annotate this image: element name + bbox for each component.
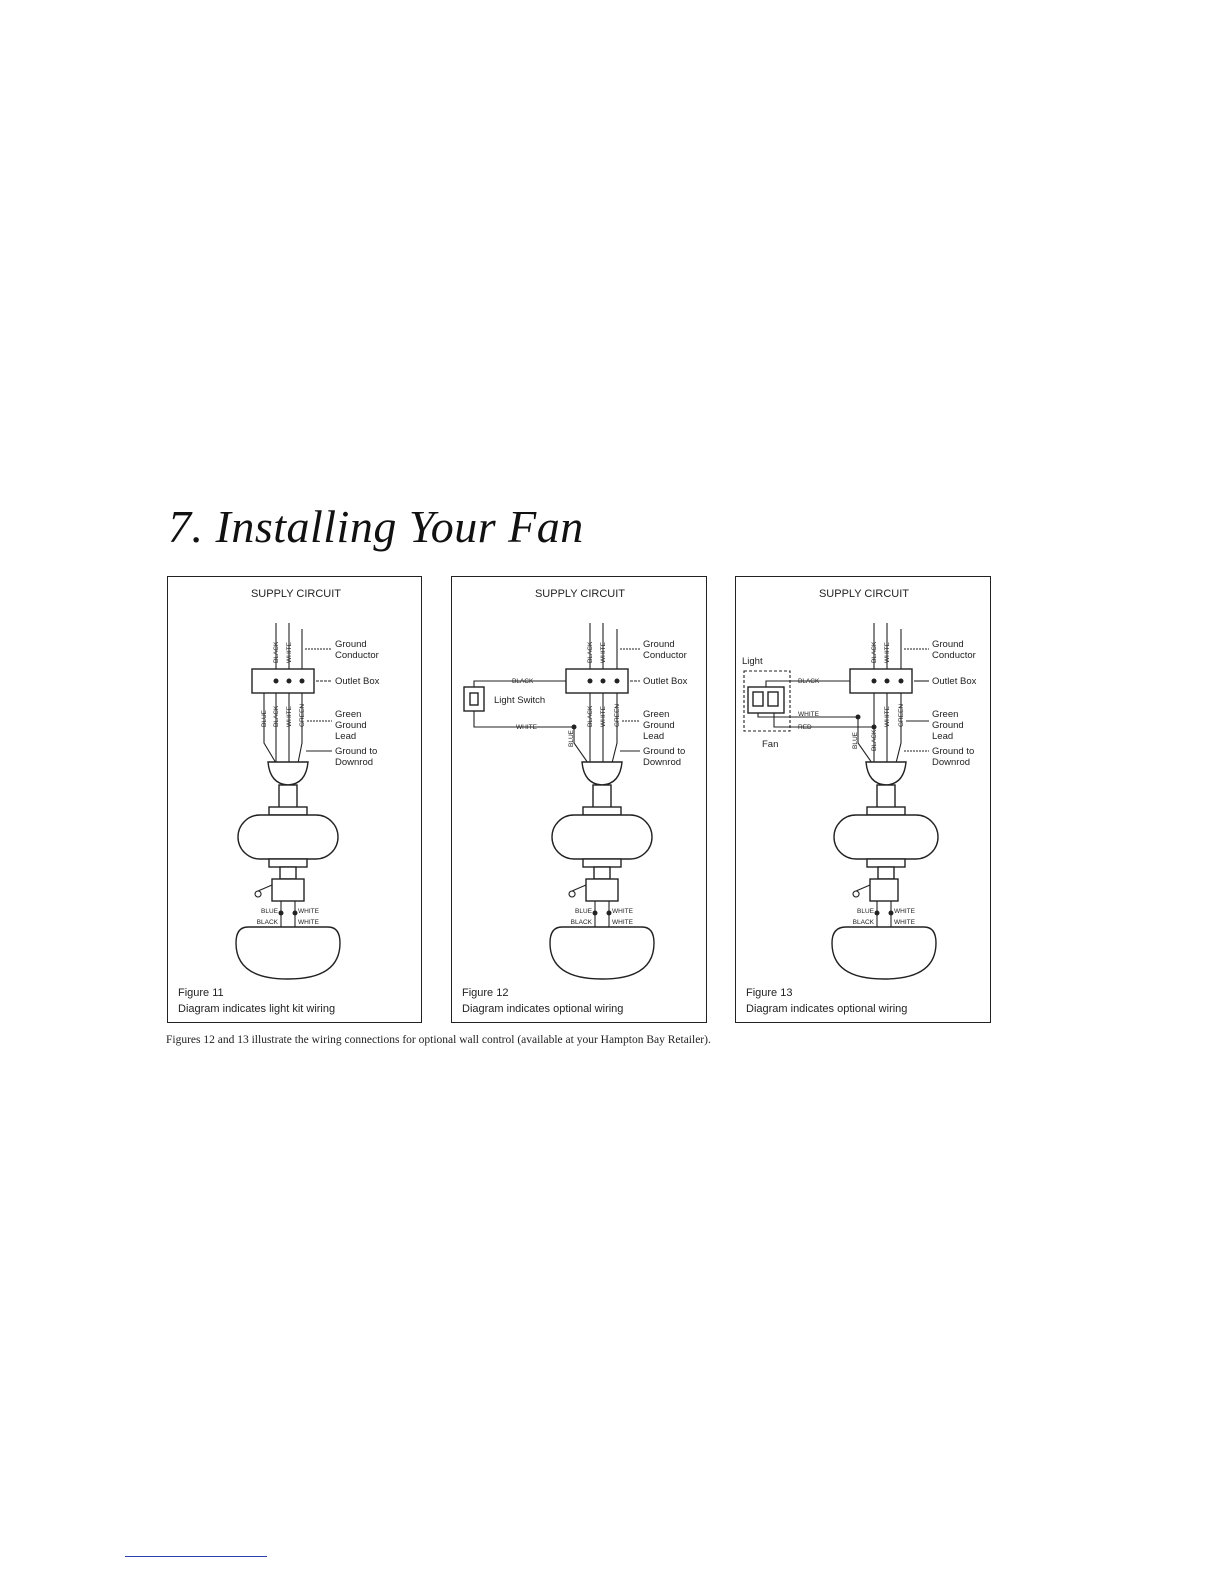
connector-dot [872, 679, 877, 684]
connector-dot [293, 911, 298, 916]
figure-12-diagram [452, 577, 705, 1021]
kit-wire-label: BLACK [256, 919, 278, 926]
fan-blue-wire [574, 727, 588, 763]
kit-wire-label: BLUE [857, 908, 874, 915]
supply-white-label: WHITE [884, 642, 891, 663]
green-ground-lead-label: Ground [335, 720, 367, 731]
connector-dot [279, 911, 284, 916]
figure-caption-title: Figure 11 [178, 987, 224, 999]
switch-housing-collar [269, 859, 307, 867]
fan-green-wire [298, 693, 302, 763]
outlet-box [252, 669, 314, 693]
switch-housing [272, 879, 304, 901]
connector-dot [607, 911, 612, 916]
downrod-collar [867, 807, 905, 815]
kit-wire-label: WHITE [298, 919, 319, 926]
supply-circuit-header: SUPPLY CIRCUIT [818, 588, 910, 600]
ground-to-downrod-label: Ground to [643, 746, 686, 757]
supply-black-label: BLACK [273, 641, 280, 663]
supply-black-label: BLACK [587, 641, 594, 663]
figure-caption-title: Figure 12 [462, 987, 509, 999]
green-ground-lead-label: Ground [643, 720, 675, 731]
light-switch-label: Light Switch [494, 695, 546, 706]
fan-motor-housing [552, 815, 652, 859]
pull-chain [569, 885, 586, 897]
fan-wire-label: BLACK [871, 729, 878, 751]
green-ground-lead-label: Lead [643, 731, 665, 742]
figure-13-diagram [736, 577, 989, 1021]
light-control-toggle [753, 692, 763, 706]
switch-housing-neck [280, 867, 296, 879]
fan-motor-housing [834, 815, 938, 859]
green-ground-lead-label: Lead [932, 731, 954, 742]
switch-housing-neck [878, 867, 894, 879]
kit-wire-label: BLUE [261, 908, 278, 915]
fan-green-wire [896, 693, 901, 763]
green-ground-lead-label: Green [932, 709, 959, 720]
supply-white-label: WHITE [286, 642, 293, 663]
fan-blue-wire [264, 693, 276, 763]
outlet-box-label: Outlet Box [335, 676, 380, 687]
ground-conductor-label: Conductor [932, 650, 976, 661]
figure-caption-text: Diagram indicates optional wiring [746, 1003, 908, 1015]
kit-wire-label: BLACK [570, 919, 592, 926]
ground-to-downrod-label: Downrod [335, 757, 374, 768]
light-switch-toggle [470, 693, 478, 705]
fan-wire-label: WHITE [884, 706, 891, 727]
switch-housing [870, 879, 898, 901]
ground-conductor-label: Ground [335, 639, 367, 650]
fan-green-wire [612, 693, 617, 763]
fan-wire-label: BLUE [852, 732, 859, 749]
green-ground-lead-label: Green [335, 709, 362, 720]
ground-conductor-label: Conductor [643, 650, 687, 661]
fan-label: Fan [762, 739, 779, 750]
outlet-box-label: Outlet Box [932, 676, 977, 687]
kit-wire-label: WHITE [894, 908, 915, 915]
switch-housing-neck [594, 867, 610, 879]
fan-wire-label: GREEN [614, 703, 621, 727]
connector-dot [588, 679, 593, 684]
light-kit-bowl [236, 927, 340, 979]
ground-to-downrod-label: Ground to [932, 746, 975, 757]
outlet-box-label: Outlet Box [643, 676, 688, 687]
figures-footnote: Figures 12 and 13 illustrate the wiring connections for optional wall control (available at your Hampton Bay Retailer). [166, 1034, 711, 1046]
connector-dot [885, 679, 890, 684]
figure-13-panel [735, 576, 991, 1023]
ground-to-downrod-label: Ground to [335, 746, 378, 757]
control-red-label: RED [798, 724, 812, 731]
canopy [268, 762, 308, 785]
connector-dot [593, 911, 598, 916]
green-ground-lead-label: Ground [932, 720, 964, 731]
light-kit-bowl [832, 927, 936, 979]
kit-wire-label: BLUE [575, 908, 592, 915]
ground-to-downrod-label: Downrod [932, 757, 971, 768]
connector-dot [889, 911, 894, 916]
light-kit-bowl [550, 927, 654, 979]
fan-wire-label: WHITE [600, 706, 607, 727]
fan-wire-label: GREEN [299, 703, 306, 727]
figure-11-panel [167, 576, 422, 1023]
supply-white-label: WHITE [600, 642, 607, 663]
control-black-label: BLACK [798, 678, 820, 685]
ground-conductor-label: Conductor [335, 650, 379, 661]
fan-wire-label: GREEN [898, 703, 905, 727]
downrod-collar [583, 807, 621, 815]
fan-wire-label: BLACK [587, 705, 594, 727]
pull-chain [853, 885, 870, 897]
kit-wire-label: WHITE [298, 908, 319, 915]
canopy [582, 762, 622, 785]
kit-wire-label: WHITE [894, 919, 915, 926]
footer-rule [125, 1556, 267, 1557]
page-title: 7. Installing Your Fan [168, 501, 584, 552]
connector-dot [899, 679, 904, 684]
figure-caption-text: Diagram indicates light kit wiring [178, 1003, 336, 1015]
ground-to-downrod-label: Downrod [643, 757, 682, 768]
downrod-collar [269, 807, 307, 815]
connector-dot [274, 679, 279, 684]
green-ground-lead-label: Lead [335, 731, 357, 742]
kit-wire-label: WHITE [612, 919, 633, 926]
figure-caption-title: Figure 13 [746, 987, 793, 999]
ground-conductor-label: Ground [932, 639, 964, 650]
figure-11-diagram [168, 577, 421, 1021]
switch-black-label: BLACK [512, 678, 534, 685]
connector-dot [875, 911, 880, 916]
ground-conductor-label: Ground [643, 639, 675, 650]
switch-housing [586, 879, 618, 901]
connector-dot [601, 679, 606, 684]
pull-chain [255, 885, 272, 897]
switch-housing-collar [583, 859, 621, 867]
fan-blue-wire [858, 717, 872, 763]
fan-wire-label: BLACK [273, 705, 280, 727]
connector-dot [615, 679, 620, 684]
fan-wire-label: BLUE [568, 730, 575, 747]
figure-12-panel [451, 576, 707, 1023]
switch-white-label: WHITE [516, 724, 537, 731]
fan-wire-label: BLUE [261, 710, 268, 727]
fan-wire-label: WHITE [286, 706, 293, 727]
green-ground-lead-label: Green [643, 709, 670, 720]
supply-circuit-header: SUPPLY CIRCUIT [534, 588, 626, 600]
supply-circuit-header: SUPPLY CIRCUIT [250, 588, 342, 600]
kit-wire-label: BLACK [852, 919, 874, 926]
canopy [866, 762, 906, 785]
switch-housing-collar [867, 859, 905, 867]
connector-dot [300, 679, 305, 684]
fan-motor-housing [238, 815, 338, 859]
figure-caption-text: Diagram indicates optional wiring [462, 1003, 624, 1015]
control-white-label: WHITE [798, 711, 819, 718]
kit-wire-label: WHITE [612, 908, 633, 915]
light-label: Light [742, 656, 763, 667]
connector-dot [287, 679, 292, 684]
supply-black-label: BLACK [871, 641, 878, 663]
fan-control-toggle [768, 692, 778, 706]
